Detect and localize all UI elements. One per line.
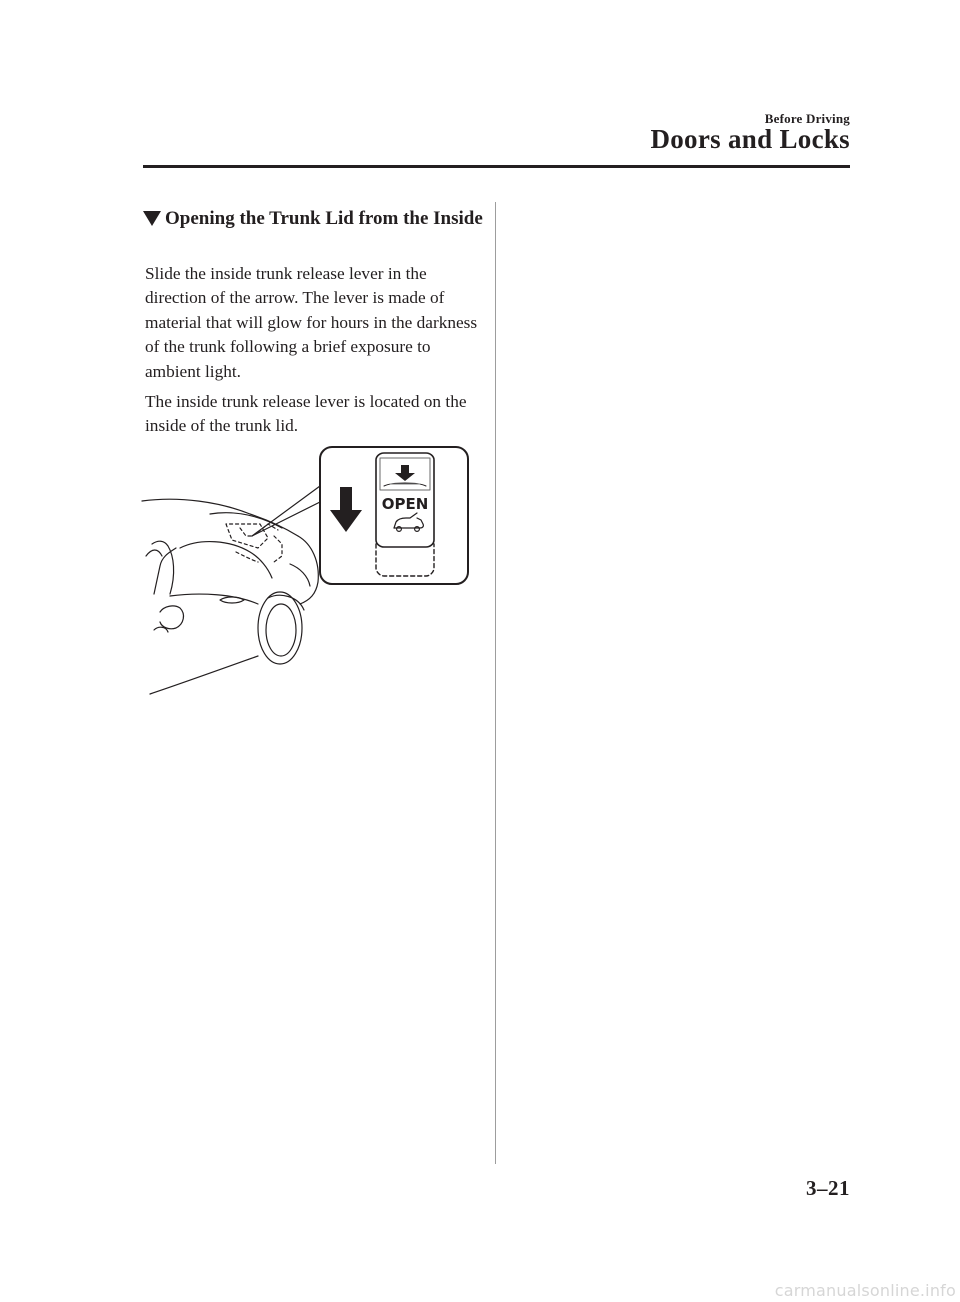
down-arrow-icon bbox=[395, 465, 415, 481]
body-paragraph: The inside trunk release lever is located on the inside of the trunk lid. bbox=[145, 392, 467, 436]
page-number: 3–21 bbox=[806, 1176, 850, 1200]
heading-marker-icon bbox=[143, 211, 161, 226]
lever-recess-outline bbox=[376, 544, 434, 576]
car-rear-drawing bbox=[142, 499, 318, 694]
open-label: OPEN bbox=[381, 495, 429, 513]
header-section-label: Before Driving bbox=[764, 111, 850, 126]
header-rule bbox=[143, 165, 850, 168]
page-title: Doors and Locks bbox=[650, 124, 850, 154]
column-divider bbox=[495, 202, 496, 1164]
slide-direction-arrow-icon bbox=[330, 487, 362, 532]
section-heading bbox=[143, 207, 483, 230]
body-paragraph: Slide the inside trunk release lever in the direction of the arrow. The lever is made of material that will glow for hours in the darkness of the trunk following a brief exposure to ambient light. bbox=[145, 264, 478, 381]
watermark: carmanualsonline.info bbox=[774, 1281, 956, 1300]
heading-text: Opening the Trunk Lid from the Inside bbox=[165, 208, 483, 229]
release-lever bbox=[376, 453, 434, 547]
open-trunk-icon bbox=[394, 513, 423, 531]
trunk-release-illustration bbox=[140, 444, 472, 696]
